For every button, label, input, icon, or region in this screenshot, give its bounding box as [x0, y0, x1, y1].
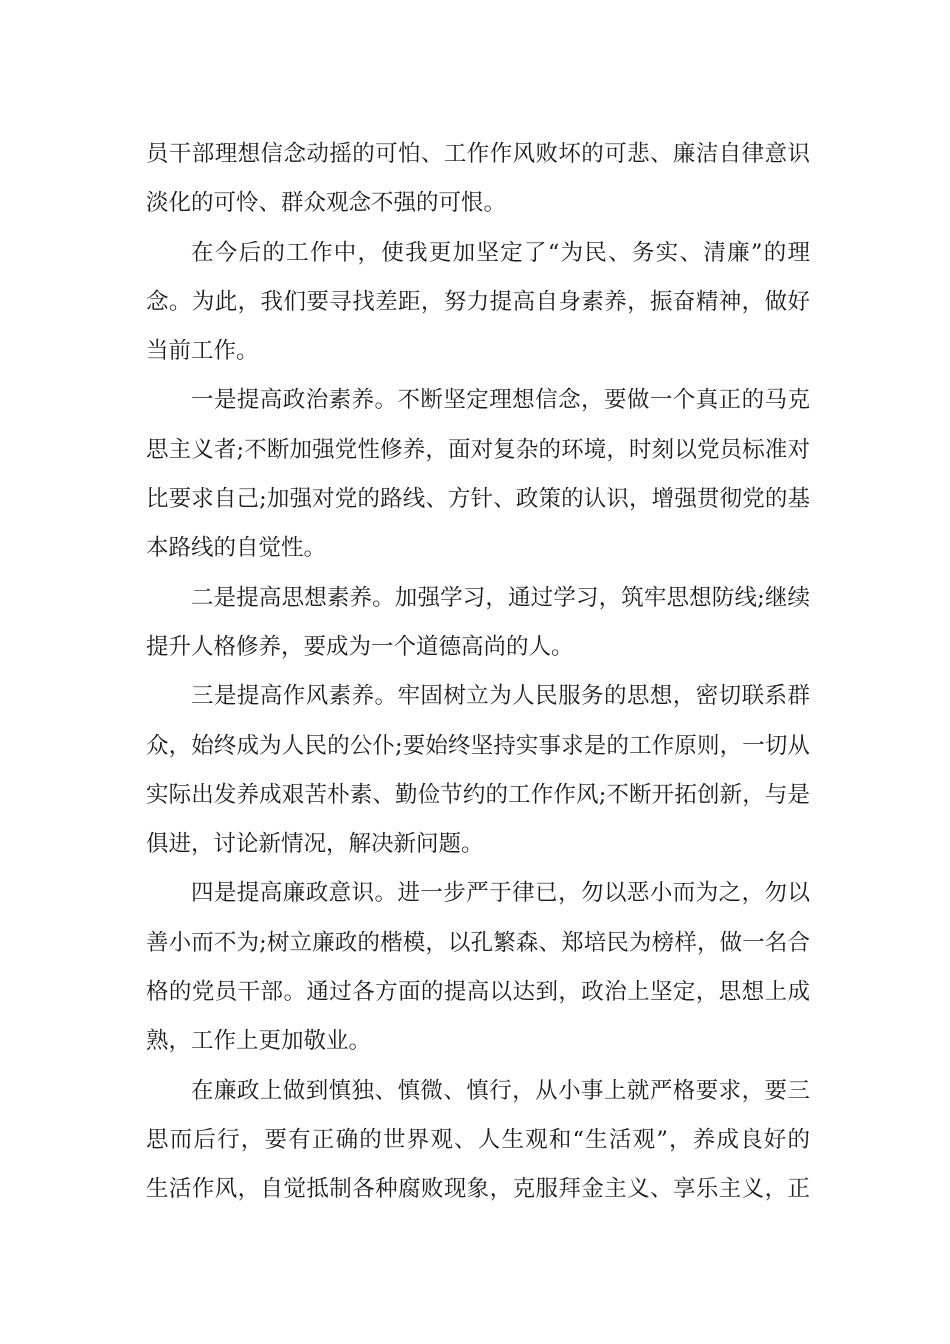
text-line: 员干部理想信念动摇的可怕、工作作风败坏的可悲、廉洁自律意识 — [146, 141, 810, 167]
paragraph-5 — [146, 672, 810, 869]
text-line: 思主义者;不断加强党性修养，面对复杂的环境，时刻以党员标准对 — [146, 436, 810, 463]
text-line: 一是提高政治素养。不断坚定理想信念，要做一个真正的马克 — [191, 387, 810, 414]
text-line: 实际出发养成艰苦朴素、勤俭节约的工作作风;不断开拓创新，与是 — [146, 781, 810, 808]
paragraph-6 — [146, 869, 810, 1066]
text-line: 比要求自己;加强对党的路线、方针、政策的认识，增强贯彻党的基 — [146, 486, 810, 513]
paragraph-2 — [146, 229, 810, 377]
text-line: 在廉政上做到慎独、慎微、慎行，从小事上就严格要求，要三 — [191, 1077, 810, 1104]
text-line: 三是提高作风素养。牢固树立为人民服务的思想，密切联系群 — [191, 683, 810, 710]
text-line: 当前工作。 — [146, 338, 259, 365]
text-line: 四是提高廉政意识。进一步严于律已，勿以恶小而为之，勿以 — [191, 880, 810, 907]
text-line: 生活作风，自觉抵制各种腐败现象，克服拜金主义、享乐主义，正 — [146, 1176, 810, 1203]
text-line: 在今后的工作中，使我更加坚定了“为民、务实、清廉”的理 — [191, 239, 810, 266]
text-line: 熟，工作上更加敬业。 — [146, 1028, 372, 1055]
paragraph-7 — [146, 1067, 810, 1215]
text-line: 思而后行，要有正确的世界观、人生观和“生活观”，养成良好的 — [146, 1126, 810, 1153]
text-line: 念。为此，我们要寻找差距，努力提高自身素养，振奋精神，做好 — [146, 288, 810, 315]
text-line: 提升人格修养，要成为一个道德高尚的人。 — [146, 633, 574, 660]
text-line: 格的党员干部。通过各方面的提高以达到，政治上坚定，思想上成 — [146, 979, 810, 1006]
text-line: 淡化的可怜、群众观念不强的可恨。 — [146, 190, 507, 217]
text-line: 善小而不为;树立廉政的楷模，以孔繁森、郑培民为榜样，做一名合 — [146, 929, 810, 956]
text-line: 俱进，讨论新情况，解决新问题。 — [146, 831, 484, 858]
text-line: 二是提高思想素养。加强学习，通过学习，筑牢思想防线;继续 — [191, 584, 810, 611]
paragraph-3 — [146, 376, 810, 573]
paragraph-4 — [146, 574, 810, 673]
paragraph-1 — [146, 130, 810, 229]
text-line: 本路线的自觉性。 — [146, 535, 327, 562]
text-line: 众，始终成为人民的公仆;要始终坚持实事求是的工作原则，一切从 — [146, 732, 810, 759]
document-body — [146, 130, 810, 1215]
